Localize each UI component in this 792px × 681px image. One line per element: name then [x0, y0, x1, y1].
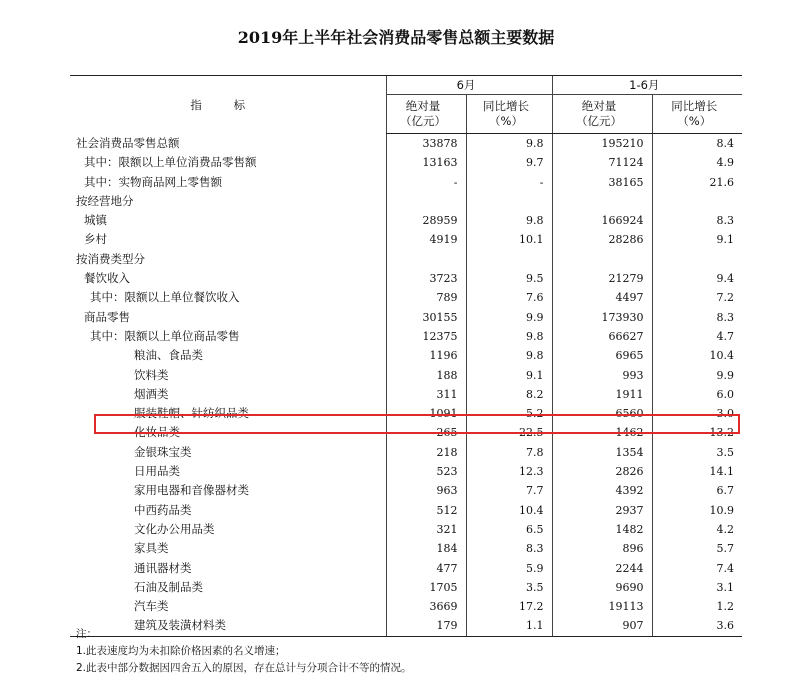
cell-h1-yoy: 9.9 — [652, 366, 742, 385]
table-row — [70, 597, 742, 616]
cell-h1-yoy — [652, 250, 742, 269]
cell-jun-abs: 963 — [386, 481, 466, 500]
cell-h1-yoy: 4.7 — [652, 327, 742, 346]
row-label: 服装鞋帽、针纺织品类 — [134, 406, 249, 421]
cell-h1-abs: 2826 — [552, 462, 652, 481]
cell-h1-abs: 993 — [552, 366, 652, 385]
row-label: 日用品类 — [134, 464, 180, 479]
cell-h1-yoy: 10.4 — [652, 346, 742, 365]
row-label: 城镇 — [84, 213, 107, 228]
footnotes — [76, 626, 412, 677]
cell-jun-yoy: 7.7 — [466, 481, 552, 500]
footnote-heading: 注： — [76, 628, 97, 640]
cell-h1-yoy: 4.9 — [652, 153, 742, 172]
row-label: 汽车类 — [134, 599, 169, 614]
cell-jun-abs: 789 — [386, 288, 466, 307]
table-row — [70, 578, 742, 597]
cell-h1-abs: 9690 — [552, 578, 652, 597]
cell-h1-abs: 2244 — [552, 559, 652, 578]
cell-jun-yoy: 9.1 — [466, 366, 552, 385]
cell-jun-yoy: 6.5 — [466, 520, 552, 539]
cell-h1-abs: 896 — [552, 539, 652, 558]
cell-h1-abs: 4497 — [552, 288, 652, 307]
table-row — [70, 385, 742, 404]
table-row — [70, 559, 742, 578]
cell-h1-yoy: 3.1 — [652, 578, 742, 597]
cell-h1-yoy: 7.2 — [652, 288, 742, 307]
table-row — [70, 520, 742, 539]
row-label: 通讯器材类 — [134, 560, 192, 575]
cell-jun-yoy: 9.9 — [466, 308, 552, 327]
cell-h1-yoy: 3.5 — [652, 443, 742, 462]
cell-h1-abs: 195210 — [552, 134, 652, 154]
cell-h1-yoy: 9.4 — [652, 269, 742, 288]
table-row — [70, 539, 742, 558]
row-label: 其中：限额以上单位餐饮收入 — [90, 290, 240, 305]
cell-h1-yoy: 3.0 — [652, 404, 742, 423]
cell-h1-yoy: 13.2 — [652, 423, 742, 442]
row-label: 中西药品类 — [134, 502, 192, 517]
cell-h1-abs — [552, 192, 652, 211]
cell-h1-yoy: 8.3 — [652, 211, 742, 230]
cell-jun-abs: 311 — [386, 385, 466, 404]
cell-jun-abs: 1196 — [386, 346, 466, 365]
cell-h1-yoy: 14.1 — [652, 462, 742, 481]
row-label: 家具类 — [134, 541, 169, 556]
header-group-june: 6月 — [386, 76, 552, 95]
cell-h1-abs: 71124 — [552, 153, 652, 172]
cell-h1-yoy: 5.7 — [652, 539, 742, 558]
cell-jun-yoy: 9.5 — [466, 269, 552, 288]
row-label: 金银珠宝类 — [134, 444, 192, 459]
cell-h1-abs: 19113 — [552, 597, 652, 616]
cell-jun-abs: 477 — [386, 559, 466, 578]
row-label: 文化办公用品类 — [134, 521, 215, 536]
cell-jun-yoy: 9.8 — [466, 211, 552, 230]
row-label: 其中：限额以上单位商品零售 — [90, 328, 240, 343]
cell-jun-yoy: 10.1 — [466, 230, 552, 249]
row-label: 建筑及装潢材料类 — [70, 616, 386, 636]
header-h1-abs: 绝对量 （亿元） — [552, 95, 652, 134]
cell-jun-abs: 188 — [386, 366, 466, 385]
table-row — [70, 443, 742, 462]
header-june-abs: 绝对量 （亿元） — [386, 95, 466, 134]
cell-jun-yoy: 7.6 — [466, 288, 552, 307]
cell-h1-abs — [552, 250, 652, 269]
row-label: 商品零售 — [84, 309, 130, 324]
cell-jun-abs — [386, 192, 466, 211]
header-group-h1: 1-6月 — [552, 76, 742, 95]
cell-jun-abs: 4919 — [386, 230, 466, 249]
cell-jun-yoy: - — [466, 173, 552, 192]
table-row — [70, 501, 742, 520]
cell-jun-yoy: 7.8 — [466, 443, 552, 462]
cell-jun-abs: 321 — [386, 520, 466, 539]
table-row — [70, 288, 742, 307]
row-label: 按消费类型分 — [76, 251, 145, 266]
cell-jun-abs: 33878 — [386, 134, 466, 154]
row-label: 烟酒类 — [134, 386, 169, 401]
table-row — [70, 481, 742, 500]
cell-jun-yoy: 5.2 — [466, 404, 552, 423]
table-row — [70, 462, 742, 481]
cell-h1-abs: 1354 — [552, 443, 652, 462]
cell-h1-abs: 4392 — [552, 481, 652, 500]
cell-h1-abs: 6560 — [552, 404, 652, 423]
cell-jun-abs: 184 — [386, 539, 466, 558]
row-label: 其中：实物商品网上零售额 — [84, 174, 222, 189]
table-row — [70, 173, 742, 192]
cell-jun-yoy: 8.2 — [466, 385, 552, 404]
cell-h1-yoy: 9.1 — [652, 230, 742, 249]
cell-h1-abs: 21279 — [552, 269, 652, 288]
cell-jun-abs: 28959 — [386, 211, 466, 230]
header-june-yoy: 同比增长 （%） — [466, 95, 552, 134]
cell-h1-abs: 38165 — [552, 173, 652, 192]
cell-h1-abs: 28286 — [552, 230, 652, 249]
cell-h1-yoy: 4.2 — [652, 520, 742, 539]
cell-jun-yoy: 5.9 — [466, 559, 552, 578]
cell-h1-abs: 66627 — [552, 327, 652, 346]
cell-h1-abs: 1462 — [552, 423, 652, 442]
table-row — [70, 192, 742, 211]
table-row — [70, 134, 742, 154]
header-h1-yoy: 同比增长 （%） — [652, 95, 742, 134]
cell-h1-abs: 1482 — [552, 520, 652, 539]
cell-h1-yoy: 3.6 — [652, 616, 742, 636]
row-label: 化妆品类 — [134, 425, 180, 440]
row-label: 石油及制品类 — [134, 579, 203, 594]
cell-h1-yoy: 7.4 — [652, 559, 742, 578]
row-label: 家用电器和音像器材类 — [134, 483, 249, 498]
cell-jun-yoy: 10.4 — [466, 501, 552, 520]
row-label: 饮料类 — [134, 367, 169, 382]
cell-jun-abs: 13163 — [386, 153, 466, 172]
cell-jun-abs: 30155 — [386, 308, 466, 327]
cell-h1-yoy: 1.2 — [652, 597, 742, 616]
cell-h1-abs: 907 — [552, 616, 652, 636]
footnote-1: 1.此表速度均为未扣除价格因素的名义增速； — [76, 645, 286, 657]
cell-h1-yoy: 6.7 — [652, 481, 742, 500]
cell-h1-abs: 2937 — [552, 501, 652, 520]
cell-jun-abs: - — [386, 173, 466, 192]
row-label: 粮油、食品类 — [134, 348, 203, 363]
cell-h1-yoy: 21.6 — [652, 173, 742, 192]
table-row — [70, 423, 742, 442]
table-row — [70, 308, 742, 327]
cell-jun-yoy: 17.2 — [466, 597, 552, 616]
cell-jun-yoy: 12.3 — [466, 462, 552, 481]
table-row — [70, 250, 742, 269]
table-row — [70, 346, 742, 365]
cell-jun-yoy: 3.5 — [466, 578, 552, 597]
cell-jun-abs: 12375 — [386, 327, 466, 346]
retail-sales-table — [70, 75, 742, 637]
cell-h1-abs: 1911 — [552, 385, 652, 404]
cell-jun-abs: 3723 — [386, 269, 466, 288]
table-row — [70, 211, 742, 230]
row-label: 按经营地分 — [76, 193, 134, 208]
cell-h1-yoy — [652, 192, 742, 211]
cell-jun-yoy: 9.8 — [466, 327, 552, 346]
page-title: 2019年上半年社会消费品零售总额主要数据 — [237, 28, 555, 47]
table-row — [70, 327, 742, 346]
cell-h1-yoy: 10.9 — [652, 501, 742, 520]
cell-jun-abs: 179 — [386, 616, 466, 636]
cell-jun-abs: 512 — [386, 501, 466, 520]
cell-jun-abs: 523 — [386, 462, 466, 481]
cell-jun-yoy: 9.8 — [466, 346, 552, 365]
table-row — [70, 404, 742, 423]
cell-jun-abs: 1705 — [386, 578, 466, 597]
cell-h1-yoy: 8.3 — [652, 308, 742, 327]
cell-jun-abs: 3669 — [386, 597, 466, 616]
row-label: 餐饮收入 — [84, 271, 130, 286]
cell-h1-yoy: 8.4 — [652, 134, 742, 154]
header-indicator: 指 标 — [70, 76, 386, 134]
cell-jun-abs: 218 — [386, 443, 466, 462]
row-label: 社会消费品零售总额 — [76, 135, 180, 150]
cell-jun-yoy: 22.5 — [466, 423, 552, 442]
footnote-2: 2.此表中部分数据因四舍五入的原因，存在总计与分项合计不等的情况。 — [76, 662, 412, 674]
cell-jun-abs: 1091 — [386, 404, 466, 423]
cell-h1-abs: 166924 — [552, 211, 652, 230]
row-label: 乡村 — [84, 232, 107, 247]
table-row — [70, 153, 742, 172]
cell-h1-yoy: 6.0 — [652, 385, 742, 404]
cell-jun-yoy: 9.8 — [466, 134, 552, 154]
table-row — [70, 269, 742, 288]
row-label: 其中：限额以上单位消费品零售额 — [84, 155, 257, 170]
cell-jun-yoy — [466, 192, 552, 211]
cell-jun-yoy: 8.3 — [466, 539, 552, 558]
cell-jun-yoy — [466, 250, 552, 269]
cell-jun-yoy: 9.7 — [466, 153, 552, 172]
table-row — [70, 366, 742, 385]
cell-h1-abs: 173930 — [552, 308, 652, 327]
cell-jun-abs — [386, 250, 466, 269]
table-row — [70, 230, 742, 249]
cell-jun-abs: 265 — [386, 423, 466, 442]
cell-jun-yoy: 1.1 — [466, 616, 552, 636]
cell-h1-abs: 6965 — [552, 346, 652, 365]
